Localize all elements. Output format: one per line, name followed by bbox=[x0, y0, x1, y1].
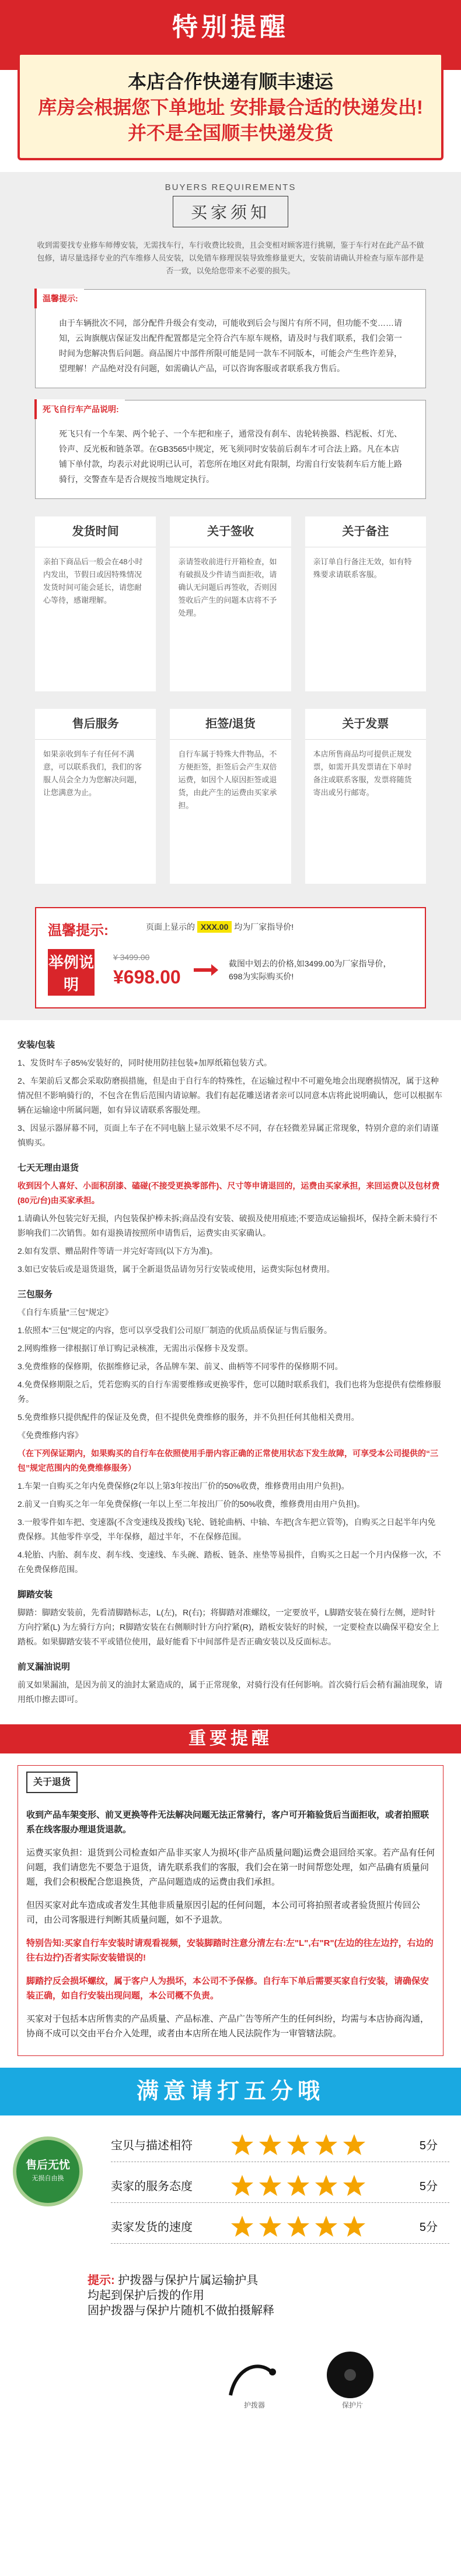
refund-p2: 运费买家负担：退货到公司检查如产品非买家人为损坏(非产品质量问题)运费会退回给买家。若产品有任何问题，我们请您先不要急于退货，请先联系我们的客服，我们会在第一时间帮您处理，如产品确有质量问题，我们会积极配合您退换货，产品问题造成的运费由我们承担。 bbox=[26, 1848, 435, 1887]
rating-row bbox=[111, 2127, 449, 2162]
policy-title: 关于发票 bbox=[305, 709, 426, 740]
warranty-p1: 1.依照本“三包”规定的内容，您可以享受我们公司原厂制造的优质品质保证与售后服务。 bbox=[18, 1326, 332, 1335]
free-repair-p2: 2.前叉一自购买之年一年免费保修(一年以上至二年按出厂价的50%收费，维修费用由用户负担)。 bbox=[18, 1499, 365, 1509]
warm-tip-tag: 温馨提示: bbox=[34, 289, 84, 308]
pedal-heading: 脚踏安装 bbox=[18, 1590, 53, 1600]
policy-text: 亲拍下商品后一般会在48小时内发出，节假日或因特殊情况发货时间可能会延长，请您耐心等待，感谢理解。 bbox=[43, 557, 143, 605]
price-prompt-box bbox=[35, 907, 426, 1008]
fixed-gear-card bbox=[35, 400, 426, 499]
price-line-prefix: 页面上显示的 bbox=[146, 922, 195, 932]
five-stars-icon bbox=[230, 2133, 376, 2156]
free-repair-p1: 1.车架一自购买之年内免费保修(2年以上第3年按出厂价的50%收费，维修费用由用户负担)。 bbox=[18, 1481, 350, 1491]
rating-stars bbox=[230, 2174, 376, 2200]
rating-label: 卖家发货的速度 bbox=[111, 2221, 193, 2234]
buyers-title bbox=[0, 178, 461, 227]
rating-stars bbox=[230, 2215, 376, 2241]
fixed-gear-tag: 死飞自行车产品说明: bbox=[34, 399, 125, 419]
notice-line-3: 并不是全国顺丰快递发货 bbox=[127, 122, 333, 143]
buyers-intro: 收到需要找专业修车师傅安装，无需找车行，车行收费比较贵，且会变相对顾客进行挑剔，鉴于车行对在此产品不做包修，请尽量选择专业的汽车维修人员安装，以免错车修理误装导致维修量更大，安装前请确认并检查与原车部件是否一致，以免给您带来不必要的损失。 bbox=[37, 241, 424, 275]
rating-label: 宝贝与描述相符 bbox=[111, 2139, 193, 2152]
rating-stars bbox=[230, 2133, 376, 2159]
warranty-p5: 5.免费维修只提供配件的保证及免费，但不提供免费维修的服务，并不负担任何其他相关费用。 bbox=[18, 1412, 359, 1422]
free-repair-p4: 4.轮胎、内胎、刹车皮、刹车线、变速线、车头碗、踏板、链条、座垫等易损件，自购买之日起一个月内保修一次，不在免费保修范围。 bbox=[18, 1550, 441, 1574]
tip-label: 提示: bbox=[88, 2274, 115, 2287]
policy-article bbox=[18, 1038, 443, 1707]
pedal-text: 脚踏：脚踏安装前，先看清脚踏标志，L(左)，R(右)；将脚踏对准螺纹，一定要放平，L脚踏安装在骑行左侧，逆时针方向拧紧(L) 为左骑行方向；R脚踏安装在右侧顺时针方向拧紧(R)，踏板安装好的时候，一定要检查以确保平稳安全上踏板。如果脚踏安装不平或错位使用，最好能看下中间部件是否正确安装以及反面标志。 bbox=[18, 1608, 439, 1646]
warm-tip-card bbox=[35, 289, 426, 388]
policy-title: 发货时间 bbox=[35, 516, 156, 547]
rating-label: 卖家的服务态度 bbox=[111, 2180, 193, 2193]
policy-title: 售后服务 bbox=[35, 709, 156, 740]
policy-invoice bbox=[305, 709, 426, 884]
warranty-heading: 三包服务 bbox=[18, 1289, 53, 1299]
policy-text: 自行车属于特殊大件物品，不方便拒签，拒签后会产生双倍运费，如因个人原因拒签或退货，由此产生的运费由买家承担。 bbox=[178, 750, 277, 810]
seven-day-heading: 七天无理由退货 bbox=[18, 1163, 79, 1173]
row-divider bbox=[111, 2243, 449, 2244]
install-p2: 2、车架前后叉都会采取防磨损措施，但是由于自行车的特殊性，在运输过程中不可避免地会出现磨损情况，属于这种情况但不影响骑行的，不包含在售后范围内请谅解。我们有起花雕送诸者亲可以同意本店将此说明确认，您可以根据车辆在运输途中所属问题，如有异议请联系客服处理。 bbox=[18, 1076, 442, 1115]
policy-title: 拒签/退货 bbox=[170, 709, 291, 740]
policy-title: 关于签收 bbox=[170, 516, 291, 547]
derailleur-guard-label: 护拨器 bbox=[244, 2401, 266, 2409]
protector-section bbox=[0, 2267, 461, 2419]
important-reminder-band: 重要提醒 bbox=[0, 1724, 461, 1753]
old-price: ¥ 3499.00 bbox=[113, 953, 150, 962]
protector-line-3: 固护拨器与保护片随机不做拍摄解释 bbox=[88, 2304, 274, 2317]
dispute-notice: 买家对于包括本店所售卖的产品质量、产品标准、产品广告等所产生的任何纠纷，均需与本店协商沟通，协商不成可以交由平台介入处理，或者由本店所在地人民法院作为一审管辖法院。 bbox=[26, 2014, 429, 2039]
refund-p3: 但因买家对此车造成或者发生其他非质量原因引起的任何问题，本公司可将拍照者或者验货照片传回公司，由公司客服进行判断其质量问题，如不予退款。 bbox=[26, 1900, 421, 1925]
policy-grid bbox=[35, 516, 426, 884]
five-stars-icon bbox=[230, 2215, 376, 2238]
notice-line-1: 本店合作快递有顺丰速运 bbox=[127, 71, 333, 92]
policy-text: 亲请签收前进行开箱检查，如有破损及少件请当面拒收，请确认无问题后再签收，否则因签收后产生的问题本店将不予处理。 bbox=[178, 557, 277, 617]
warm-tip-text: 由于车辆批次不同，部分配件升级会有变动，可能收到后会与图片有所不同，但功能不变……请知，云询旗舰店保证发出配件配置都是完全符合汽车原车规格，请及时与我们联系，我们会第一时间为您解决售后问题。商品图片中部件所限可能是同一款车不同版本，可能会产生些许差异，望理解！产品绝对没有问题，如需确认产品，可以咨询客服或者联系我方售后。 bbox=[59, 318, 402, 373]
special-notice-2: 脚踏拧反会损坏螺纹，属于客户人为损坏，本公司不予保修。自行车下单后需要买家自行安装，请确保安装正确，如自行安装出现问题，本公司概不负责。 bbox=[26, 1976, 429, 2001]
buyers-title-cn: 买家须知 bbox=[173, 196, 288, 227]
install-p3: 3、因显示器屏幕不同，页面上车子在不同电脑上显示效果不尽不同，存在轻微差异属正常现象，特别介意的亲们请谨慎购买。 bbox=[18, 1123, 439, 1147]
arrow-right-icon bbox=[194, 964, 218, 976]
policy-title: 关于备注 bbox=[305, 516, 426, 547]
price-explanation-1: 截图中划去的价格,如3499.00为厂家指导价， bbox=[229, 959, 392, 968]
after-sales-seal bbox=[13, 2136, 83, 2206]
buyers-title-en: BUYERS REQUIREMENTS bbox=[165, 182, 296, 192]
free-repair-heading: 《免费维修内容》 bbox=[18, 1431, 83, 1440]
rating-row bbox=[111, 2209, 449, 2244]
price-placeholder: XXX.00 bbox=[197, 921, 232, 933]
rating-score: 5分 bbox=[419, 2221, 438, 2234]
new-price: ¥698.00 bbox=[113, 967, 181, 987]
seal-text-2: 无损自由换 bbox=[32, 2175, 64, 2182]
protection-disc-icon bbox=[324, 2349, 376, 2401]
refund-tag: 关于退货 bbox=[26, 1772, 78, 1793]
warranty-p4: 4.免费保修期限之后，凭若您购买的自行车需要维修或更换零件，您可以随时联系我们，我们也将为您提供有偿维修服务。 bbox=[18, 1380, 441, 1404]
notice-line-2: 库房会根据您下单地址 安排最合适的快递发出! bbox=[38, 97, 423, 118]
policy-signing bbox=[170, 516, 291, 691]
buyers-section bbox=[0, 172, 461, 1020]
refund-p1: 收到产品车架变形、前叉更换等件无法解决问题无法正常骑行，客户可开箱验货后当面拒收，或者拍照联系在线客服办理退货退款。 bbox=[26, 1810, 429, 1835]
price-prompt-heading: 温馨提示: bbox=[48, 923, 109, 939]
protection-disc-label: 保护片 bbox=[342, 2401, 364, 2409]
shipping-notice bbox=[18, 52, 443, 160]
free-repair-p3: 3.一般零件如车把、变速器(不含变速线及拨线)飞轮、链轮曲柄、中轴、车把(含车把立管等)，自购买之日起半年内免费保修。其他零件享受，半年保修，超过半年，不在保修范围。 bbox=[18, 1517, 436, 1541]
five-stars-icon bbox=[230, 2174, 376, 2197]
policy-shipping-time bbox=[35, 516, 156, 691]
free-repair-red: （在下列保证期内，如果购买的自行车在依照使用手册内容正确的正常使用状态下发生故障，可享受本公司提供的“三包”规定范围内的免费维修服务） bbox=[18, 1449, 438, 1472]
policy-after-sales bbox=[35, 709, 156, 884]
price-explanation bbox=[229, 957, 392, 983]
fixed-gear-text: 死飞只有一个车架、两个轮子、一个车把和座子，通常没有刹车、齿轮转换器、档泥板、灯光、铃声、反光板和链条罩。在GB3565中规定，死飞须同时安装前后刹车才可合法上路。凡在本店铺下单付款，均表示对此说明已认可，若您所在地区对此有限制，均需自行安装刹车后方能上路骑行，交警查车是否合规按当地规定执行。 bbox=[59, 429, 402, 484]
protector-line-2: 均起到保护后拨的作用 bbox=[88, 2289, 204, 2302]
policy-text: 如果亲收到车子有任何不满意，可以联系我们，我们的客服人员会全力为您解决问题，让您满意为止。 bbox=[43, 750, 142, 797]
seven-day-p3: 3.如已安装后或是退货退货，属于全新退货品请勿另行安装或使用，运费实际包材费用。 bbox=[18, 1264, 335, 1274]
policy-remarks bbox=[305, 516, 426, 691]
protector-line-1: 护拨器与保护片属运输护具 bbox=[118, 2274, 259, 2287]
price-line-suffix: 均为厂家指导价! bbox=[234, 922, 294, 932]
warranty-p3: 3.免费维修的保修期，依据维修记录，各品牌车架、前叉、曲柄等不同零件的保修期不同。 bbox=[18, 1362, 343, 1371]
page-title: 特别提醒 bbox=[172, 12, 289, 42]
price-explanation-2: 698为实际购买价! bbox=[229, 972, 294, 981]
rating-row bbox=[111, 2168, 449, 2203]
row-divider bbox=[111, 2202, 449, 2203]
protector-text bbox=[88, 2273, 438, 2318]
five-star-band: 满意请打五分哦 bbox=[0, 2068, 461, 2115]
seven-day-p1: 1.请确认外包装完好无损，内包装保护棒未拆;商品没有安装、破损及使用痕迹;不要造成运输损坏，保持全新未骑行不影响我们二次销售。如有退换请按照所申请售后，运费实由买家确认。 bbox=[18, 1214, 438, 1238]
price-prompt-line bbox=[146, 921, 294, 933]
install-p1: 1、发货时车子85%安装好的，同时使用防挂包装+加厚纸箱包装方式。 bbox=[18, 1058, 272, 1067]
seal-text-1: 售后无忧 bbox=[25, 2159, 70, 2171]
rating-score: 5分 bbox=[419, 2139, 438, 2152]
warranty-p2: 2.网购维修一律根据订单订购记录核准，无需出示保修卡及发票。 bbox=[18, 1344, 253, 1353]
policy-returns bbox=[170, 709, 291, 884]
warranty-sub: 《自行车质量“三包”规定》 bbox=[18, 1308, 113, 1317]
fork-text: 前叉如果漏油，是因为前叉的油封太紧造成的，属于正常现象，对骑行没有任何影响。首次骑行后会稍有漏油现象，请用纸巾擦去即可。 bbox=[18, 1680, 442, 1704]
derailleur-guard-icon bbox=[225, 2354, 277, 2401]
seven-day-red: 收到因个人喜好、小面积刮漆、磕碰(不接受更换零部件)、尺寸等申请退回的，运费由买家承担，来回运费以及包材费(80元/台)由买家承担。 bbox=[18, 1181, 440, 1205]
fork-heading: 前叉漏油说明 bbox=[18, 1662, 71, 1672]
policy-text: 本店所售商品均可提供正规发票，如需开具发票请在下单时备注或联系客服，发票将随货寄出或另行邮寄。 bbox=[313, 750, 412, 797]
rating-section bbox=[0, 2115, 461, 2267]
rating-score: 5分 bbox=[419, 2180, 438, 2193]
refund-section bbox=[18, 1765, 443, 2056]
example-badge: 举例说明 bbox=[48, 949, 95, 996]
install-heading: 安装/包装 bbox=[18, 1040, 55, 1050]
special-notice: 特别告知:买家自行车安装时请观看视频，安装脚踏时注意分清左右:左"L",右"R"(左边的往左边拧，右边的往右边拧)否者实际安装错误的! bbox=[26, 1938, 434, 1963]
seven-day-p2: 2.如有发票、赠品附件等请一并完好寄回(以下方为准)。 bbox=[18, 1246, 218, 1256]
policy-text: 亲订单自行备注无效，如有特殊要求请联系客服。 bbox=[313, 557, 412, 579]
